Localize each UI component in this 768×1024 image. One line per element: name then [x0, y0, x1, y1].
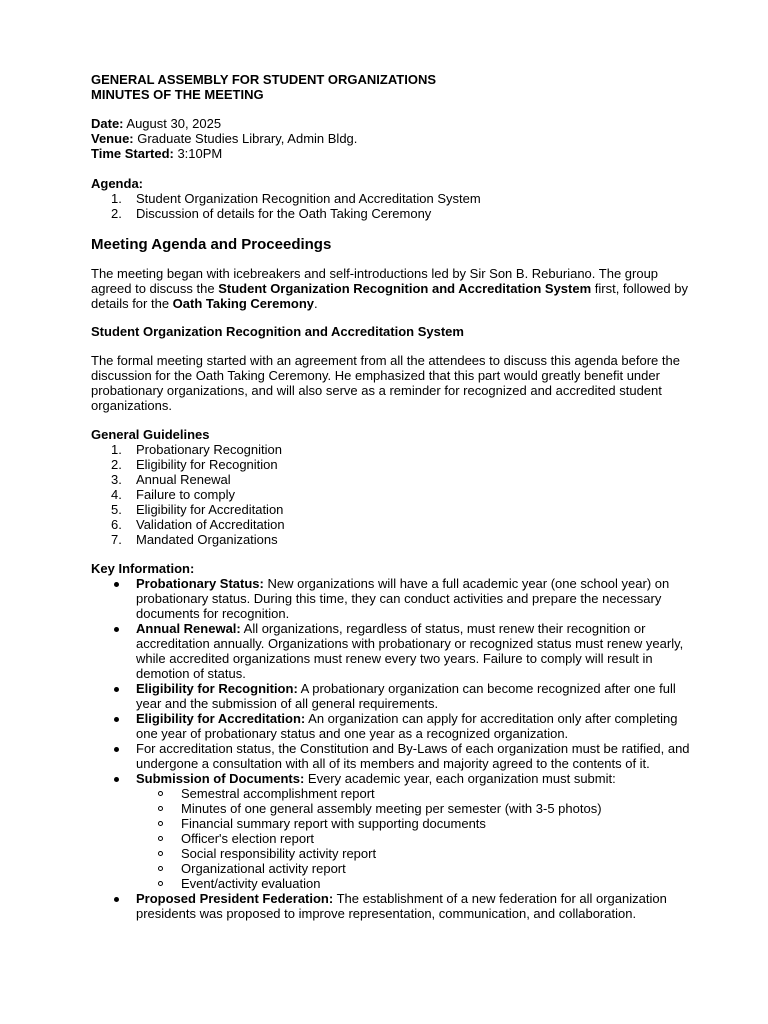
circle-bullet-icon: [158, 836, 163, 841]
intro-paragraph: The meeting began with icebreakers and self-introductions led by Sir Son B. Reburiano. The group agreed to discuss the Student Organization Recognition and Accreditation System first, followed by details for the Oath Taking Ceremony.: [91, 266, 688, 311]
circle-bullet-icon: [158, 881, 163, 886]
venue-row: [91, 131, 691, 146]
agenda-list: [91, 191, 691, 221]
list-item: Submission of Documents: Every academic year, each organization must submit: Semestral accomplishment report Minutes of one general assembly meeting per semester (with 3-5 photos) Financial summary report with supporting documents Officer's election report Social responsibility activity report Organizational activity report Event/activity evaluation: [91, 771, 691, 891]
circle-bullet-icon: [158, 821, 163, 826]
circle-bullet-icon: [158, 806, 163, 811]
time-row: [91, 146, 691, 161]
date-value: August 30, 2025: [123, 116, 222, 131]
list-item: Semestral accomplishment report: [91, 786, 691, 801]
list-item: Financial summary report with supporting documents: [91, 816, 691, 831]
guidelines-list: [91, 442, 691, 547]
bullet-icon: [114, 582, 119, 587]
agenda-section: [91, 176, 691, 221]
venue-value: Graduate Studies Library, Admin Bldg.: [133, 131, 358, 146]
meeting-meta: [91, 116, 691, 161]
list-item: 7. Mandated Organizations: [111, 532, 278, 547]
bullet-icon: [114, 627, 119, 632]
agenda-item-text: Student Organization Recognition and Accreditation System: [136, 191, 481, 206]
time-label: Time Started:: [91, 146, 174, 161]
list-item: 1. Student Organization Recognition and Accreditation System: [111, 191, 481, 206]
list-item: 3. Annual Renewal: [111, 472, 231, 487]
bullet-icon: [114, 777, 119, 782]
list-item: Organizational activity report: [91, 861, 691, 876]
guidelines-label: General Guidelines: [91, 427, 210, 442]
agenda-label: Agenda:: [91, 176, 143, 191]
list-item: 1. Probationary Recognition: [111, 442, 282, 457]
time-value: 3:10PM: [173, 146, 223, 161]
list-item: 6. Validation of Accreditation: [111, 517, 285, 532]
list-item: 4. Failure to comply: [111, 487, 235, 502]
key-info-section: [91, 561, 691, 921]
list-item: For accreditation status, the Constitution and By-Laws of each organization must be ratified, and undergone a consultation with all of its members and majority agreed to the contents of it.: [91, 741, 691, 771]
title-line-1: GENERAL ASSEMBLY FOR STUDENT ORGANIZATIONS: [91, 72, 437, 87]
title-line-2: MINUTES OF THE MEETING: [91, 87, 264, 102]
documents-list: [91, 786, 691, 891]
circle-bullet-icon: [158, 791, 163, 796]
list-item: Officer's election report: [91, 831, 691, 846]
list-item: Proposed President Federation: The establishment of a new federation for all organization presidents was proposed to improve representation, communication, and collaboration.: [91, 891, 691, 921]
list-item: Probationary Status: New organizations will have a full academic year (one school year) on probationary status. During this time, they can conduct activities and prepare the necessary documents for recognition.: [91, 576, 691, 621]
guidelines-section: [91, 427, 691, 547]
list-item: Event/activity evaluation: [91, 876, 691, 891]
list-item: 5. Eligibility for Accreditation: [111, 502, 284, 517]
bullet-icon: [114, 897, 119, 902]
bullet-icon: [114, 747, 119, 752]
list-item: Annual Renewal: All organizations, regardless of status, must renew their recognition or accreditation annually. Organizations with probationary or recognized status must renew yearly, while accredited organizations must renew every two years. Failure to comply will result in demotion of status.: [91, 621, 691, 681]
date-label: Date:: [91, 116, 124, 131]
bullet-icon: [114, 717, 119, 722]
list-item: Minutes of one general assembly meeting per semester (with 3-5 photos): [91, 801, 691, 816]
circle-bullet-icon: [158, 866, 163, 871]
bullet-icon: [114, 687, 119, 692]
agenda-item-text: Discussion of details for the Oath Taking Ceremony: [136, 206, 432, 221]
venue-label: Venue:: [91, 131, 134, 146]
key-info-label: Key Information:: [91, 561, 195, 576]
formal-meeting-paragraph: The formal meeting started with an agreement from all the attendees to discuss this agenda before the discussion for the Oath Taking Ceremony. He emphasized that this part would greatly benefit under probationary organizations, and will also serve as a reminder for recognized and accredited student organizations.: [91, 353, 680, 413]
list-item: 2. Discussion of details for the Oath Taking Ceremony: [111, 206, 432, 221]
document-content: [91, 72, 691, 921]
list-item: 2. Eligibility for Recognition: [111, 457, 278, 472]
list-item: Eligibility for Accreditation: An organization can apply for accreditation only after completing one year of probationary status and one year as a recognized organization.: [91, 711, 691, 741]
section-heading-proceedings: Meeting Agenda and Proceedings: [91, 236, 332, 253]
list-item: Social responsibility activity report: [91, 846, 691, 861]
subsection-heading: Student Organization Recognition and Accreditation System: [91, 324, 464, 339]
document-title: [91, 72, 691, 102]
date-row: [91, 116, 691, 131]
list-item: Eligibility for Recognition: A probationary organization can become recognized after one full year and the submission of all general requirements.: [91, 681, 691, 711]
circle-bullet-icon: [158, 851, 163, 856]
key-info-list: [91, 576, 691, 921]
